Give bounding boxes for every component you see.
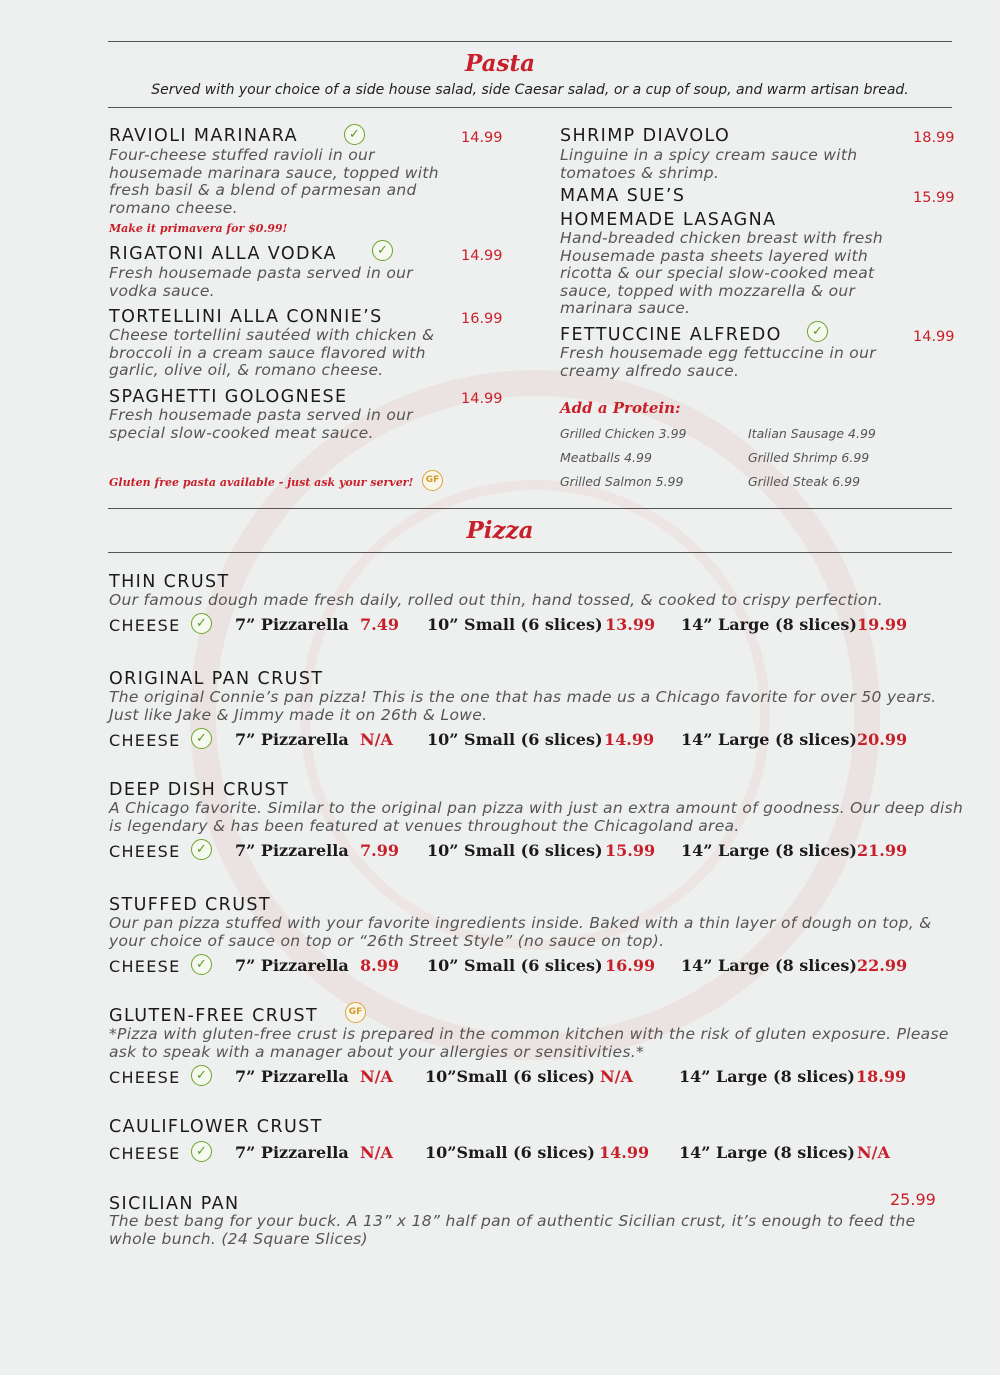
size-label: 7” Pizzarella <box>235 956 349 975</box>
size-price: 7.99 <box>360 841 399 860</box>
protein-option: Grilled Shrimp 6.99 <box>748 450 870 465</box>
pasta-subtitle: Served with your choice of a side house salad, side Caesar salad, or a cup of soup, and warm artisan bread. <box>151 82 909 98</box>
item-price: 14.99 <box>461 248 503 264</box>
vegetarian-icon: ✓ <box>191 1141 212 1162</box>
item-name: RIGATONI ALLA VODKA <box>109 244 337 264</box>
gluten-free-note: Gluten free pasta available - just ask your server! <box>109 476 414 489</box>
size-price: 14.99 <box>604 730 655 749</box>
item-name: HOMEMADE LASAGNA <box>560 210 777 230</box>
size-price: 16.99 <box>605 956 656 975</box>
item-price: 15.99 <box>913 190 955 206</box>
size-price: N/A <box>600 1067 633 1086</box>
size-label: 14” Large (8 slices) <box>681 956 857 975</box>
item-price: 14.99 <box>913 329 955 345</box>
item-name: SHRIMP DIAVOLO <box>560 126 731 146</box>
size-label: 14” Large (8 slices) <box>681 615 857 634</box>
item-price: 18.99 <box>913 130 955 146</box>
size-label: 10” Small (6 slices) <box>427 841 603 860</box>
pasta-section-title: Pasta <box>464 50 536 77</box>
crust-description: A Chicago favorite. Similar to the original pan pizza with just an extra amount of goodness. Our deep dish is legendary & has been featured at venues throughout the Chicagoland area. <box>109 799 964 835</box>
item-note: Make it primavera for $0.99! <box>109 222 288 235</box>
vegetarian-icon: ✓ <box>191 839 212 860</box>
size-label: 14” Large (8 slices) <box>681 841 857 860</box>
item-description: Fresh housemade egg fettuccine in our creamy alfredo sauce. <box>560 344 876 380</box>
size-label: 14” Large (8 slices) <box>681 730 857 749</box>
crust-description: Our famous dough made fresh daily, rolled out thin, hand tossed, & cooked to crispy perfection. <box>109 591 883 609</box>
item-price: 16.99 <box>461 311 503 327</box>
crust-name: SICILIAN PAN <box>109 1194 240 1214</box>
item-description: Cheese tortellini sautéed with chicken & broccoli in a cream sauce flavored with garlic, olive oil, & romano cheese. <box>109 326 435 379</box>
size-price: N/A <box>857 1143 890 1162</box>
item-description: Linguine in a spicy cream sauce with tomatoes & shrimp. <box>560 146 858 182</box>
divider <box>108 41 952 42</box>
size-label: 14” Large (8 slices) <box>679 1143 855 1162</box>
size-label: 7” Pizzarella <box>235 1143 349 1162</box>
size-label: 7” Pizzarella <box>235 841 349 860</box>
size-price: 14.99 <box>599 1143 650 1162</box>
size-price: 20.99 <box>857 730 908 749</box>
size-price: N/A <box>360 730 393 749</box>
crust-description: *Pizza with gluten-free crust is prepared in the common kitchen with the risk of gluten exposure. Please ask to speak with a manager about your allergies or sensitivities.* <box>109 1025 949 1061</box>
size-label: 7” Pizzarella <box>235 1067 349 1086</box>
divider <box>108 552 952 553</box>
size-label: 10” Small (6 slices) <box>427 730 603 749</box>
protein-option: Meatballs 4.99 <box>560 450 652 465</box>
item-name: FETTUCCINE ALFREDO <box>560 325 782 345</box>
item-price: 14.99 <box>461 391 503 407</box>
item-description: Fresh housemade pasta served in our vodka sauce. <box>109 264 413 300</box>
vegetarian-icon: ✓ <box>191 954 212 975</box>
size-label: 10” Small (6 slices) <box>427 615 603 634</box>
size-price: 22.99 <box>857 956 908 975</box>
size-price: 13.99 <box>605 615 656 634</box>
item-description: Fresh housemade pasta served in our special slow-cooked meat sauce. <box>109 406 413 442</box>
gluten-free-icon: GF <box>422 470 443 491</box>
item-name: SPAGHETTI GOLOGNESE <box>109 387 348 407</box>
crust-name: GLUTEN-FREE CRUST <box>109 1006 319 1026</box>
crust-description: Our pan pizza stuffed with your favorite ingredients inside. Baked with a thin layer of dough on top, & your choice of sauce on top or “26th Street Style” (no sauce on top). <box>109 914 932 950</box>
item-name: TORTELLINI ALLA CONNIE’S <box>109 307 383 327</box>
row-label: CHEESE <box>109 616 181 635</box>
crust-name: CAULIFLOWER CRUST <box>109 1117 323 1137</box>
divider <box>108 107 952 108</box>
crust-name: STUFFED CRUST <box>109 895 272 915</box>
protein-option: Grilled Salmon 5.99 <box>560 474 684 489</box>
protein-option: Grilled Chicken 3.99 <box>560 426 687 441</box>
size-price: 8.99 <box>360 956 399 975</box>
size-label: 7” Pizzarella <box>235 615 349 634</box>
divider <box>108 508 952 509</box>
crust-description: The best bang for your buck. A 13” x 18” half pan of authentic Sicilian crust, it’s enough to feed the whole bunch. (24 Square Slices) <box>109 1212 916 1248</box>
size-price: N/A <box>360 1067 393 1086</box>
item-name: MAMA SUE’S <box>560 186 686 206</box>
add-protein-title: Add a Protein: <box>560 399 681 417</box>
vegetarian-icon: ✓ <box>372 240 393 261</box>
pizza-section-title: Pizza <box>466 517 534 544</box>
row-label: CHEESE <box>109 957 181 976</box>
item-price: 14.99 <box>461 130 503 146</box>
size-price: 19.99 <box>857 615 908 634</box>
vegetarian-icon: ✓ <box>191 613 212 634</box>
size-label: 10”Small (6 slices) <box>425 1143 595 1162</box>
vegetarian-icon: ✓ <box>344 124 365 145</box>
vegetarian-icon: ✓ <box>191 1065 212 1086</box>
crust-name: ORIGINAL PAN CRUST <box>109 669 324 689</box>
protein-option: Italian Sausage 4.99 <box>748 426 876 441</box>
size-label: 14” Large (8 slices) <box>679 1067 855 1086</box>
size-label: 10” Small (6 slices) <box>427 956 603 975</box>
size-label: 7” Pizzarella <box>235 730 349 749</box>
size-label: 10”Small (6 slices) <box>425 1067 595 1086</box>
item-description: Four-cheese stuffed ravioli in our housemade marinara sauce, topped with fresh basil & a blend of parmesan and romano cheese. <box>109 146 439 217</box>
row-label: CHEESE <box>109 1068 181 1087</box>
crust-name: DEEP DISH CRUST <box>109 780 290 800</box>
crust-description: The original Connie’s pan pizza! This is the one that has made us a Chicago favorite for over 50 years. Just like Jake & Jimmy made it on 26th & Lowe. <box>109 688 937 724</box>
crust-name: THIN CRUST <box>109 572 230 592</box>
size-price: 21.99 <box>857 841 908 860</box>
size-price: 18.99 <box>856 1067 907 1086</box>
size-price: 7.49 <box>360 615 399 634</box>
row-label: CHEESE <box>109 842 181 861</box>
row-label: CHEESE <box>109 1144 181 1163</box>
gluten-free-icon: GF <box>345 1002 366 1023</box>
item-name: RAVIOLI MARINARA <box>109 126 298 146</box>
size-price: N/A <box>360 1143 393 1162</box>
item-price: 25.99 <box>890 1190 936 1209</box>
item-description: Hand-breaded chicken breast with fresh Housemade pasta sheets layered with ricotta & our special slow-cooked meat sauce, topped with mozzarella & our marinara sauce. <box>560 229 884 317</box>
vegetarian-icon: ✓ <box>191 728 212 749</box>
vegetarian-icon: ✓ <box>807 321 828 342</box>
row-label: CHEESE <box>109 731 181 750</box>
size-price: 15.99 <box>605 841 656 860</box>
protein-option: Grilled Steak 6.99 <box>748 474 861 489</box>
